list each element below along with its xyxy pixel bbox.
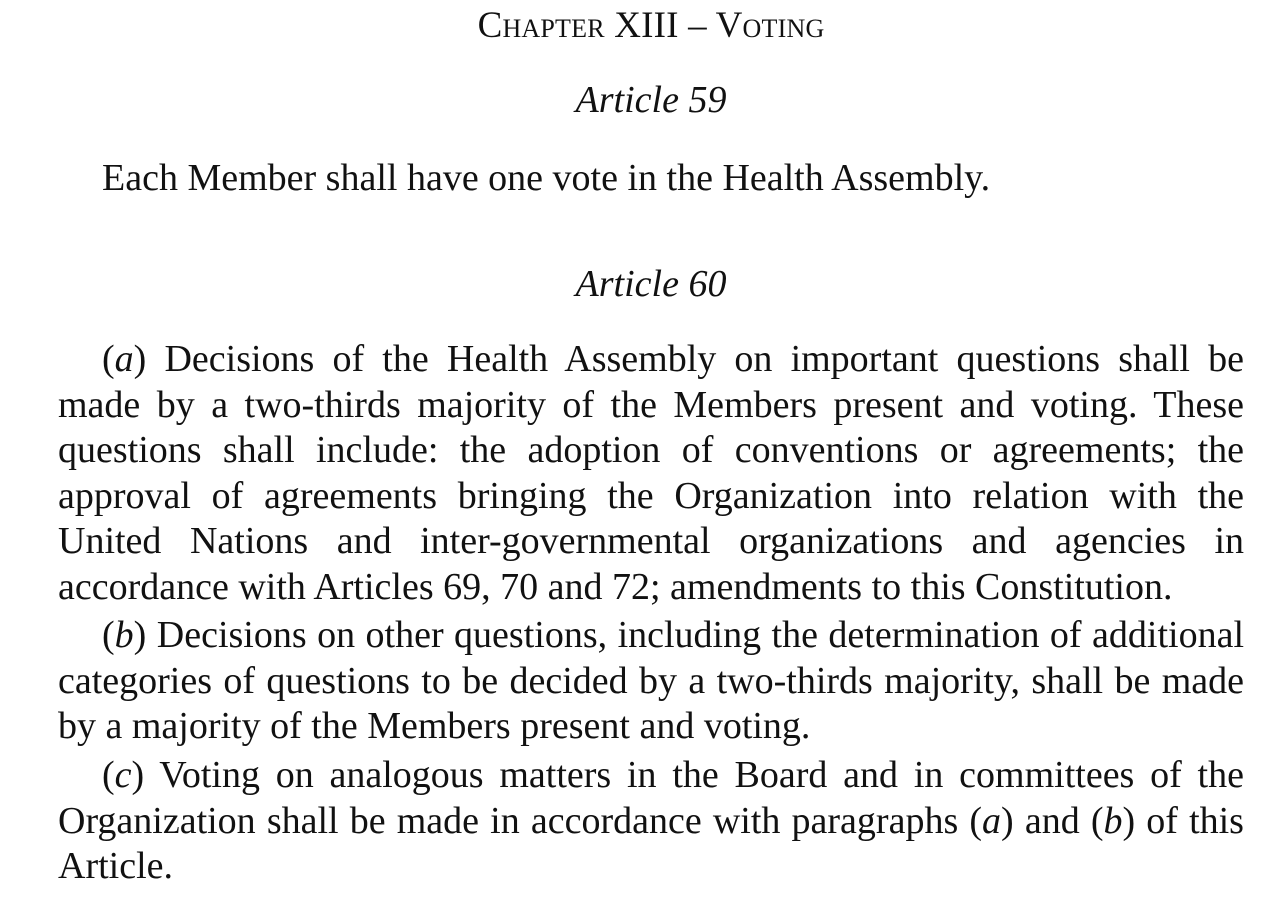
paragraph-a-open-paren: ( xyxy=(102,338,115,380)
chapter-title: Chapter XIII – Voting xyxy=(477,5,825,46)
paragraph-a-text: Decisions of the Health Assembly on important questions shall be made by a two-thirds majority of the Members present and voting. These questions shall include: the adoption of conventions or agreements; the approval of agreements bringing the Organization into relation with the United Nations and inter-governmental organizations and agencies in accordance with Articles 69, 70 and 72; amendments to this Constitution. xyxy=(58,338,1244,608)
paragraph-b-open-paren: ( xyxy=(102,614,115,656)
paragraph-c-ref-b: b xyxy=(1103,799,1123,842)
paragraph-c-text-after: ) of this Article. xyxy=(58,799,1244,887)
paragraph-c-text-mid: ) and ( xyxy=(1001,799,1104,842)
article-60-heading: Article 60 xyxy=(575,263,727,305)
paragraph-c-close-paren: ) xyxy=(131,754,145,796)
paragraph-a-letter: a xyxy=(114,338,134,380)
article-60-paragraph-b xyxy=(58,613,1244,750)
paragraph-c-ref-a: a xyxy=(982,799,1002,842)
article-59-text: Each Member shall have one vote in the Health Assembly. xyxy=(102,157,991,199)
article-60-paragraph-a xyxy=(58,337,1244,610)
paragraph-c-letter: c xyxy=(114,754,132,796)
paragraph-c-open-paren: ( xyxy=(102,754,115,796)
paragraph-b-text: Decisions on other questions, including the determination of additional categories of questions to be decided by a two-thirds majority, shall be made by a majority of the Members present and voting. xyxy=(58,614,1244,747)
paragraph-b-close-paren: ) xyxy=(133,614,147,656)
paragraph-a-close-paren: ) xyxy=(133,338,147,380)
article-60-paragraph-c xyxy=(58,753,1244,890)
article-59-heading: Article 59 xyxy=(575,79,727,121)
paragraph-c-text-before: Voting on analogous matters in the Board and in committees of the Organization shall be made in accordance with paragraphs ( xyxy=(58,754,1244,842)
paragraph-b-letter: b xyxy=(114,614,134,656)
